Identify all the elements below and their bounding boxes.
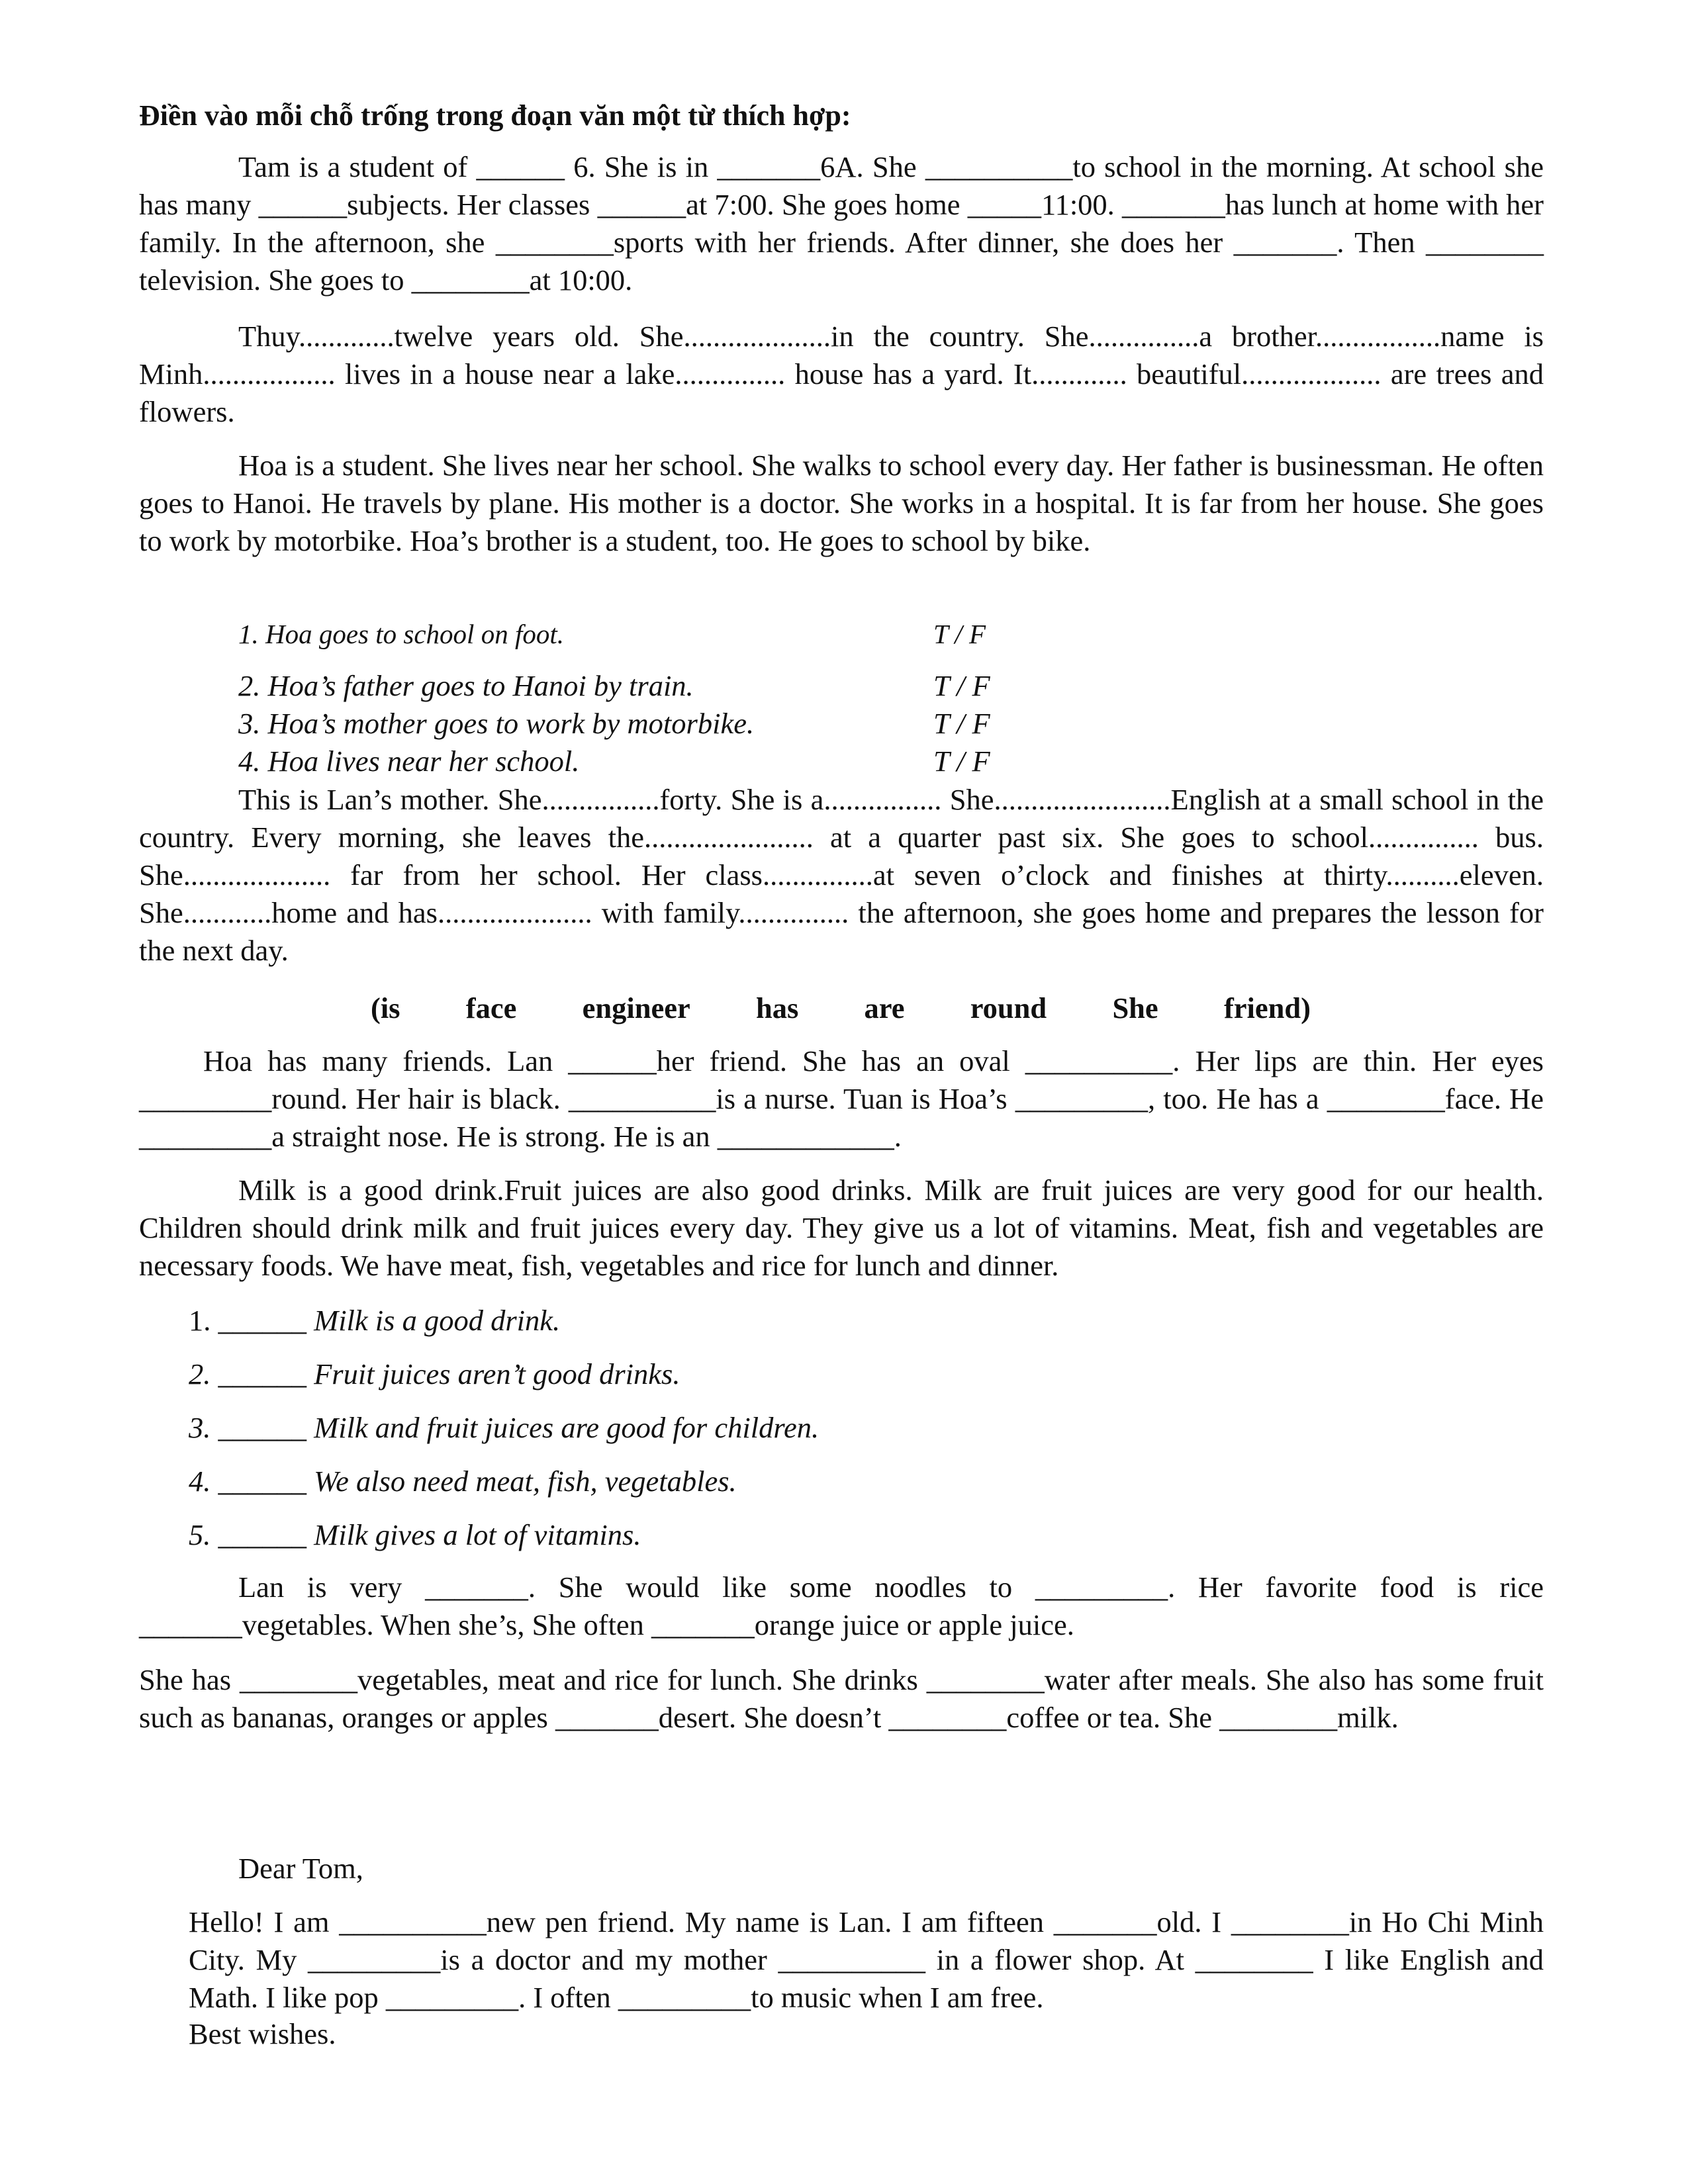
paragraph-lan-food: Lan is very _______. She would like some noodles to _________. Her favorite food is rice _______vegetables. When she’s, She often _______orange juice or apple juice. (139, 1570, 1544, 1641)
tf-statement: 1. Hoa goes to school on foot. (238, 619, 564, 649)
question-text: We also need meat, fish, vegetables. (314, 1465, 737, 1498)
question-text: Fruit juices aren’t good drinks. (314, 1357, 680, 1390)
answer-blank: ______ (218, 1304, 306, 1337)
word-bank-open: (is (371, 991, 400, 1024)
question-1 (189, 1302, 560, 1340)
question-text: Milk gives a lot of vitamins. (314, 1518, 641, 1551)
letter-greeting: Dear Tom, (238, 1852, 363, 1885)
paragraph-lan-lunch: She has ________vegetables, meat and rice for lunch. She drinks ________water after meals. She also has some fruit such as bananas, oranges or apples _______desert. She doesn’t ________coffee or tea. She ________milk. (139, 1663, 1544, 1734)
letter-closing: Best wishes. (189, 2017, 336, 2050)
answer-blank: ______ (218, 1411, 306, 1444)
tf-answer: T / F (933, 669, 990, 702)
paragraph-milk: Milk is a good drink.Fruit juices are also good drinks. Milk are fruit juices are very good for our health. Children should drink milk and fruit juices every day. They give us a lot of vitamins. Meat, fish and vegetables are necessary foods. We have meat, fish, vegetables and rice for lunch and dinner. (139, 1173, 1544, 1282)
answer-blank: ______ (218, 1465, 306, 1498)
answer-blank: ______ (218, 1357, 306, 1390)
answer-blank: ______ (218, 1518, 306, 1551)
word-bank-word: face (465, 991, 517, 1024)
word-bank-word: are (864, 991, 905, 1024)
paragraph-thuy: Thuy.............twelve years old. She....................in the country. She...............a brother.................name is Minh.................. lives in a house near a lake............... house has a yard. It............. beautiful................... are trees and flowers. (139, 320, 1544, 428)
question-2 (189, 1355, 680, 1393)
paragraph-lans-mother: This is Lan’s mother. She................forty. She is a................ She........................English at a small school in the country. Every morning, she leaves the....................... at a quarter past six. She goes to school............... bus. She.................... far from her school. Her class...............at seven o’clock and finishes at thirty..........eleven. She............home and has..................... with family............... the afternoon, she goes home and prepares the lesson for the next day. (139, 783, 1544, 967)
tf-statement: 4. Hoa lives near her school. (238, 745, 580, 778)
question-number: 1. (189, 1304, 211, 1337)
word-bank-word: She (1112, 991, 1158, 1024)
question-4 (189, 1463, 737, 1500)
word-bank-word: round (970, 991, 1047, 1024)
word-bank-word: has (755, 991, 799, 1024)
question-number: 2. (189, 1357, 211, 1390)
word-bank-word: engineer (582, 991, 690, 1024)
letter-body: Hello! I am __________new pen friend. My name is Lan. I am fifteen _______old. I ________in Ho Chi Minh City. My _________is a doctor and my mother __________ in a flower shop. At ________ I like English and Math. I like pop _________. I often _________to music when I am free. (189, 1905, 1544, 2014)
question-text: Milk is a good drink. (314, 1304, 561, 1337)
worksheet-title: Điền vào mỗi chỗ trống trong đoạn văn một từ thích hợp: (139, 99, 851, 132)
question-text: Milk and fruit juices are good for children. (314, 1411, 820, 1444)
word-bank (371, 989, 1311, 1027)
paragraph-tam: Tam is a student of ______ 6. She is in _______6A. She __________to school in the morning. At school she has many ______subjects. Her classes ______at 7:00. She goes home _____11:00. _______has lunch at home with her family. In the afternoon, she ________sports with her friends. After dinner, she does her _______. Then ________ television. She goes to ________at 10:00. (139, 150, 1544, 296)
question-number: 3. (189, 1411, 211, 1444)
word-bank-close: friend) (1223, 991, 1311, 1024)
tf-answer: T / F (933, 707, 990, 740)
question-3 (189, 1409, 819, 1447)
tf-statement: 3. Hoa’s mother goes to work by motorbike. (238, 707, 755, 740)
question-5 (189, 1516, 641, 1554)
tf-answer: T / F (933, 745, 990, 778)
paragraph-hoa: Hoa is a student. She lives near her school. She walks to school every day. Her father is businessman. He often goes to Hanoi. He travels by plane. His mother is a doctor. She works in a hospital. It is far from her house. She goes to work by motorbike. Hoa’s brother is a student, too. He goes to school by bike. (139, 449, 1544, 557)
question-number: 4. (189, 1465, 211, 1498)
paragraph-hoa-friends: Hoa has many friends. Lan ______her friend. She has an oval __________. Her lips are thin. Her eyes _________round. Her hair is black. __________is a nurse. Tuan is Hoa’s _________, too. He has a ________face. He _________a straight nose. He is strong. He is an ____________. (139, 1044, 1544, 1153)
tf-answer: T / F (933, 619, 986, 649)
tf-statement: 2. Hoa’s father goes to Hanoi by train. (238, 669, 694, 702)
question-number: 5. (189, 1518, 211, 1551)
